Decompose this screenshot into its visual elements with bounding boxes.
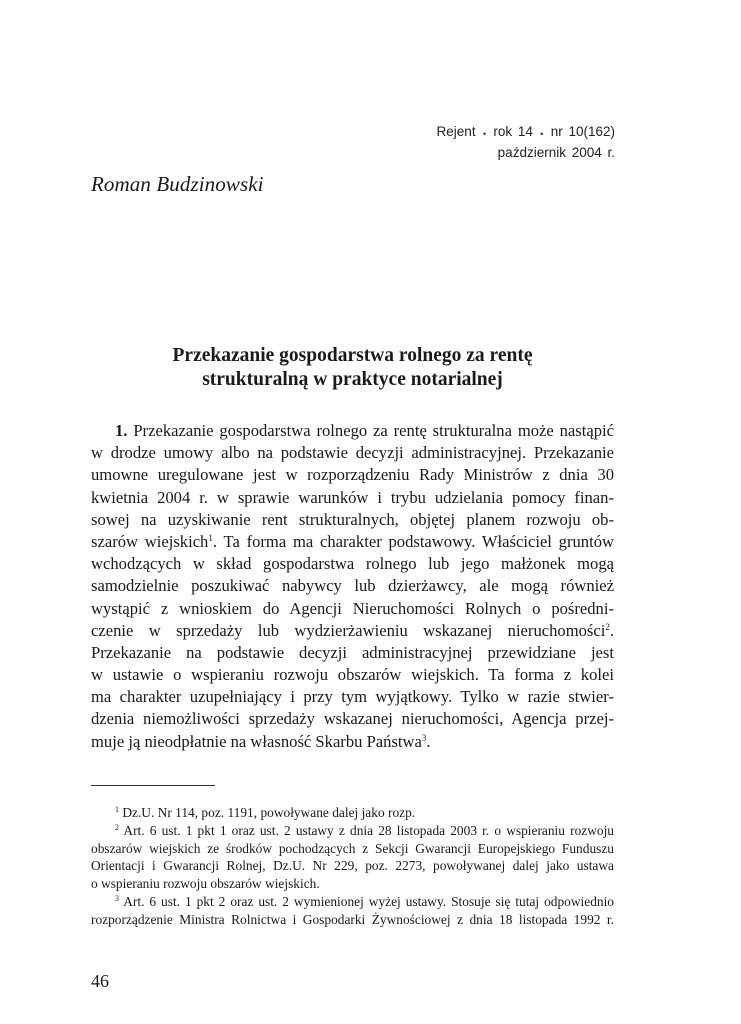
body-line: szarów wiejskich$^1$. Ta forma ma charakter podstawowy. Właściciel gruntów bbox=[91, 531, 614, 551]
footnote-2-line: Orientacji i Gwarancji Rolnej, Dz.U. Nr 229, poz. 2273, powoływanej dalej jako ustawa bbox=[91, 858, 614, 874]
star-separator-icon: ⋆ bbox=[481, 129, 488, 140]
journal-name: Rejent bbox=[436, 124, 476, 139]
article-title bbox=[91, 344, 614, 392]
body-line: w drodze umowy albo na podstawie decyzji administracyjnej. Przekazanie bbox=[91, 443, 614, 463]
footnote-2-line: o wspieraniu rozwoju obszarów wiejskich. bbox=[91, 876, 320, 892]
journal-date: październik 2004 r. bbox=[497, 145, 615, 160]
body-line: ma charakter uzupełniający i przy tym wyjątkowy. Tylko w razie stwier- bbox=[91, 687, 614, 707]
body-line: czenie w sprzedaży lub wydzierżawieniu wskazanej nieruchomości$^2$. bbox=[91, 620, 614, 640]
body-line: w ustawie o wspieraniu rozwoju obszarów wiejskich. Ta forma z kolei bbox=[91, 665, 614, 685]
article-title-line: strukturalną w praktyce notarialnej bbox=[202, 369, 503, 390]
body-line: wchodzących w skład gospodarstwa rolnego lub jego małżonek mogą bbox=[91, 554, 614, 574]
footnote-ref[interactable]: 1 bbox=[208, 532, 213, 543]
body-line: samodzielnie poszukiwać nabywcy lub dzierżawcy, ale mogą również bbox=[91, 576, 614, 596]
body-line: umowne uregulowane jest w rozporządzeniu Rady Ministrów z dnia 30 bbox=[91, 465, 614, 485]
body-line: muje ją nieodpłatnie na własność Skarbu Państwa$^3$. bbox=[91, 731, 431, 751]
page-number: 46 bbox=[91, 971, 109, 991]
footnote-3-line: rozporządzenie Ministra Rolnictwa i Gospodarki Żywnościowej z dnia 18 listopada 1992 r. bbox=[91, 911, 614, 927]
section-number: 1. bbox=[115, 421, 128, 440]
footnotes bbox=[91, 804, 614, 929]
body-line: wystąpić z wnioskiem do Agencji Nieruchomości Rolnych o pośredni- bbox=[91, 598, 614, 618]
footnote-mark: 3 bbox=[115, 893, 119, 903]
journal-issue-line bbox=[437, 122, 615, 143]
footnote-mark: 2 bbox=[115, 822, 119, 832]
footnote-2-line: obszarów wiejskich ze środków pochodzących z Sekcji Gwarancji Europejskiego Funduszu bbox=[91, 840, 614, 856]
journal-year: rok 14 bbox=[493, 124, 533, 139]
star-separator-icon: ⋆ bbox=[538, 129, 545, 140]
body-line: dzenia niemożliwości sprzedaży wskazanej nieruchomości, Agencja przej- bbox=[91, 709, 614, 729]
footnote-1: $^1$ Dz.U. Nr 114, poz. 1191, powoływane dalej jako rozp. bbox=[115, 805, 416, 820]
footnote-2: $^2$ Art. 6 ust. 1 pkt 1 oraz ust. 2 ustawy z dnia 28 listopada 2003 r. o wspieraniu rozwoju bbox=[115, 822, 614, 838]
author-name: Roman Budzinowski bbox=[91, 172, 264, 196]
body-line: sowej na uzyskiwanie rent strukturalnych, objętej planem rozwoju ob- bbox=[91, 509, 614, 529]
body-line: 1. Przekazanie gospodarstwa rolnego za rentę strukturalna może nastąpić bbox=[115, 421, 614, 440]
body-line: Przekazanie na podstawie decyzji administracyjnej przewidziane jest bbox=[91, 642, 614, 662]
footnote-mark: 1 bbox=[115, 805, 119, 814]
footnote-3: $^3$ Art. 6 ust. 1 pkt 2 oraz ust. 2 wymienionej wyżej ustawy. Stosuje się tutaj odpowiednio bbox=[115, 893, 614, 909]
footnote-divider bbox=[91, 785, 215, 786]
body-line: kwietnia 2004 r. w sprawie warunków i trybu udzielania pomocy finan- bbox=[91, 487, 614, 507]
journal-header bbox=[437, 122, 615, 162]
article-title-line: Przekazanie gospodarstwa rolnego za rentę bbox=[172, 345, 533, 366]
footnote-ref[interactable]: 2 bbox=[605, 621, 610, 632]
journal-issue: nr 10(162) bbox=[550, 124, 615, 139]
body-paragraph bbox=[91, 420, 614, 753]
footnote-ref[interactable]: 3 bbox=[421, 732, 427, 743]
